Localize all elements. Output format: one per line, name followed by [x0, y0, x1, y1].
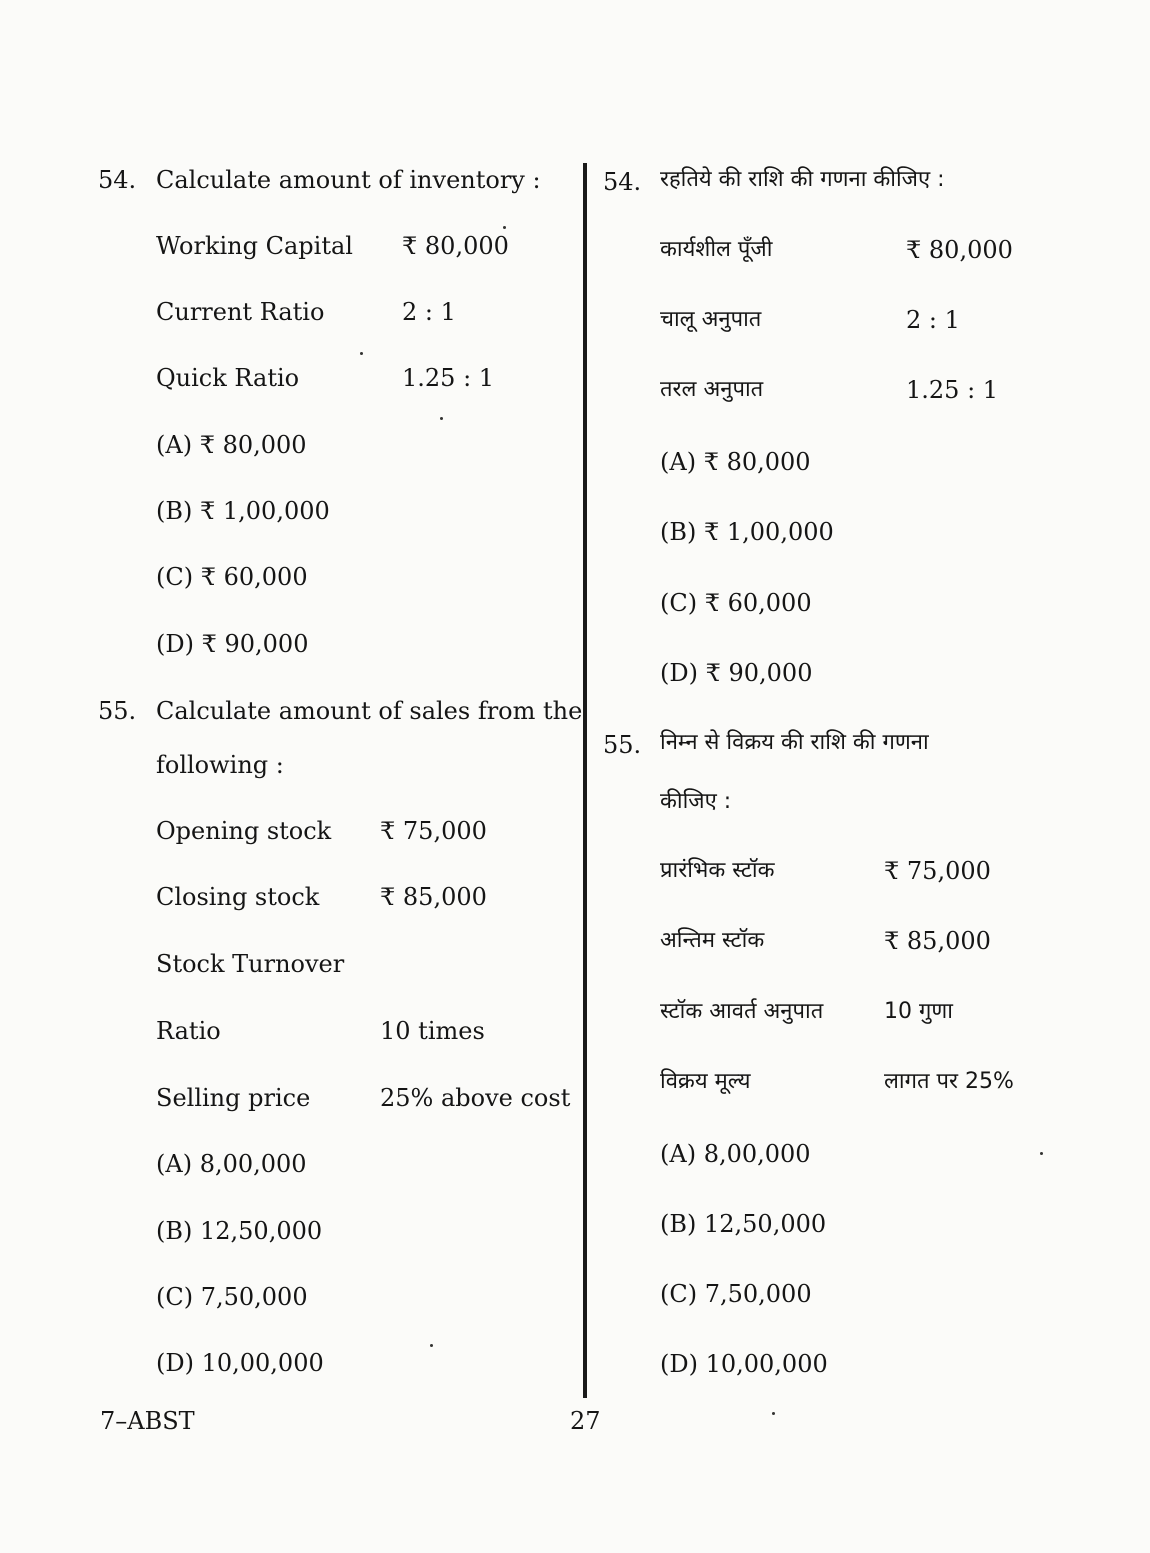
- question-55-text-line1: Calculate amount of sales from the: [156, 697, 583, 725]
- hindi-q55-row-label: अन्तिम स्टॉक: [660, 928, 765, 953]
- q55-option-a[interactable]: (A) 8,00,000: [156, 1150, 307, 1178]
- scan-speck: [1040, 1152, 1043, 1155]
- hindi-q55-option-a[interactable]: (A) 8,00,000: [660, 1140, 811, 1168]
- page-number: 27: [570, 1407, 601, 1435]
- hindi-q54-option-d[interactable]: (D) ₹ 90,000: [660, 659, 813, 687]
- hindi-q54-option-c[interactable]: (C) ₹ 60,000: [660, 589, 812, 617]
- q54-option-a[interactable]: (A) ₹ 80,000: [156, 431, 307, 459]
- hindi-question-55-text-line2: कीजिए :: [660, 789, 732, 814]
- q55-option-d[interactable]: (D) 10,00,000: [156, 1349, 324, 1377]
- scan-speck: [360, 352, 363, 355]
- q55-row-label: Ratio: [156, 1017, 221, 1045]
- q54-row-label: Working Capital: [156, 232, 353, 260]
- q55-row-value: 25% above cost: [380, 1084, 571, 1112]
- hindi-q54-option-a[interactable]: (A) ₹ 80,000: [660, 448, 811, 476]
- q54-option-d[interactable]: (D) ₹ 90,000: [156, 630, 309, 658]
- hindi-q54-option-b[interactable]: (B) ₹ 1,00,000: [660, 518, 834, 546]
- scan-speck: [772, 1412, 775, 1415]
- scan-speck: [440, 417, 443, 420]
- hindi-q54-row-value: 2 : 1: [906, 306, 960, 334]
- paper-code: 7–ABST: [100, 1407, 195, 1435]
- question-54-number: 54.: [98, 166, 137, 194]
- hindi-question-55-number: 55.: [603, 731, 642, 759]
- q54-row-value: 2 : 1: [402, 298, 456, 326]
- column-divider: [583, 163, 587, 1398]
- scan-speck: [430, 1344, 433, 1347]
- q55-row-value: ₹ 85,000: [380, 883, 487, 911]
- hindi-q55-option-c[interactable]: (C) 7,50,000: [660, 1280, 812, 1308]
- scan-speck: [503, 226, 506, 229]
- q55-row-label: Stock Turnover: [156, 950, 345, 978]
- hindi-q55-row-label: स्टॉक आवर्त अनुपात: [660, 999, 824, 1024]
- hindi-question-54-text: रहतिये की राशि की गणना कीजिए :: [660, 167, 945, 192]
- hindi-q55-row-value: 10 गुणा: [884, 999, 953, 1024]
- q55-row-value: ₹ 75,000: [380, 817, 487, 845]
- hindi-q54-row-value: ₹ 80,000: [906, 236, 1013, 264]
- hindi-q55-row-value: लागत पर 25%: [884, 1069, 1014, 1094]
- hindi-q55-option-b[interactable]: (B) 12,50,000: [660, 1210, 827, 1238]
- q55-row-label: Opening stock: [156, 817, 332, 845]
- q55-row-label: Closing stock: [156, 883, 320, 911]
- hindi-q54-row-value: 1.25 : 1: [906, 376, 999, 404]
- hindi-q55-row-label: प्रारंभिक स्टॉक: [660, 858, 775, 883]
- q55-option-b[interactable]: (B) 12,50,000: [156, 1217, 323, 1245]
- question-55-text-line2: following :: [156, 751, 284, 779]
- q54-row-value: ₹ 80,000: [402, 232, 509, 260]
- q54-row-label: Quick Ratio: [156, 364, 300, 392]
- q54-row-label: Current Ratio: [156, 298, 325, 326]
- q55-row-label: Selling price: [156, 1084, 311, 1112]
- q55-row-value: 10 times: [380, 1017, 485, 1045]
- hindi-q55-row-value: ₹ 75,000: [884, 857, 991, 885]
- q54-option-c[interactable]: (C) ₹ 60,000: [156, 563, 308, 591]
- hindi-question-54-number: 54.: [603, 168, 642, 196]
- hindi-q55-option-d[interactable]: (D) 10,00,000: [660, 1350, 828, 1378]
- hindi-q54-row-label: चालू अनुपात: [660, 307, 762, 332]
- hindi-q54-row-label: कार्यशील पूँजी: [660, 237, 773, 262]
- q54-row-value: 1.25 : 1: [402, 364, 495, 392]
- hindi-q55-row-label: विक्रय मूल्य: [660, 1069, 751, 1094]
- question-55-number: 55.: [98, 697, 137, 725]
- q54-option-b[interactable]: (B) ₹ 1,00,000: [156, 497, 330, 525]
- question-54-text: Calculate amount of inventory :: [156, 166, 541, 194]
- hindi-q54-row-label: तरल अनुपात: [660, 377, 764, 402]
- hindi-question-55-text-line1: निम्न से विक्रय की राशि की गणना: [660, 730, 929, 755]
- q55-option-c[interactable]: (C) 7,50,000: [156, 1283, 308, 1311]
- hindi-q55-row-value: ₹ 85,000: [884, 927, 991, 955]
